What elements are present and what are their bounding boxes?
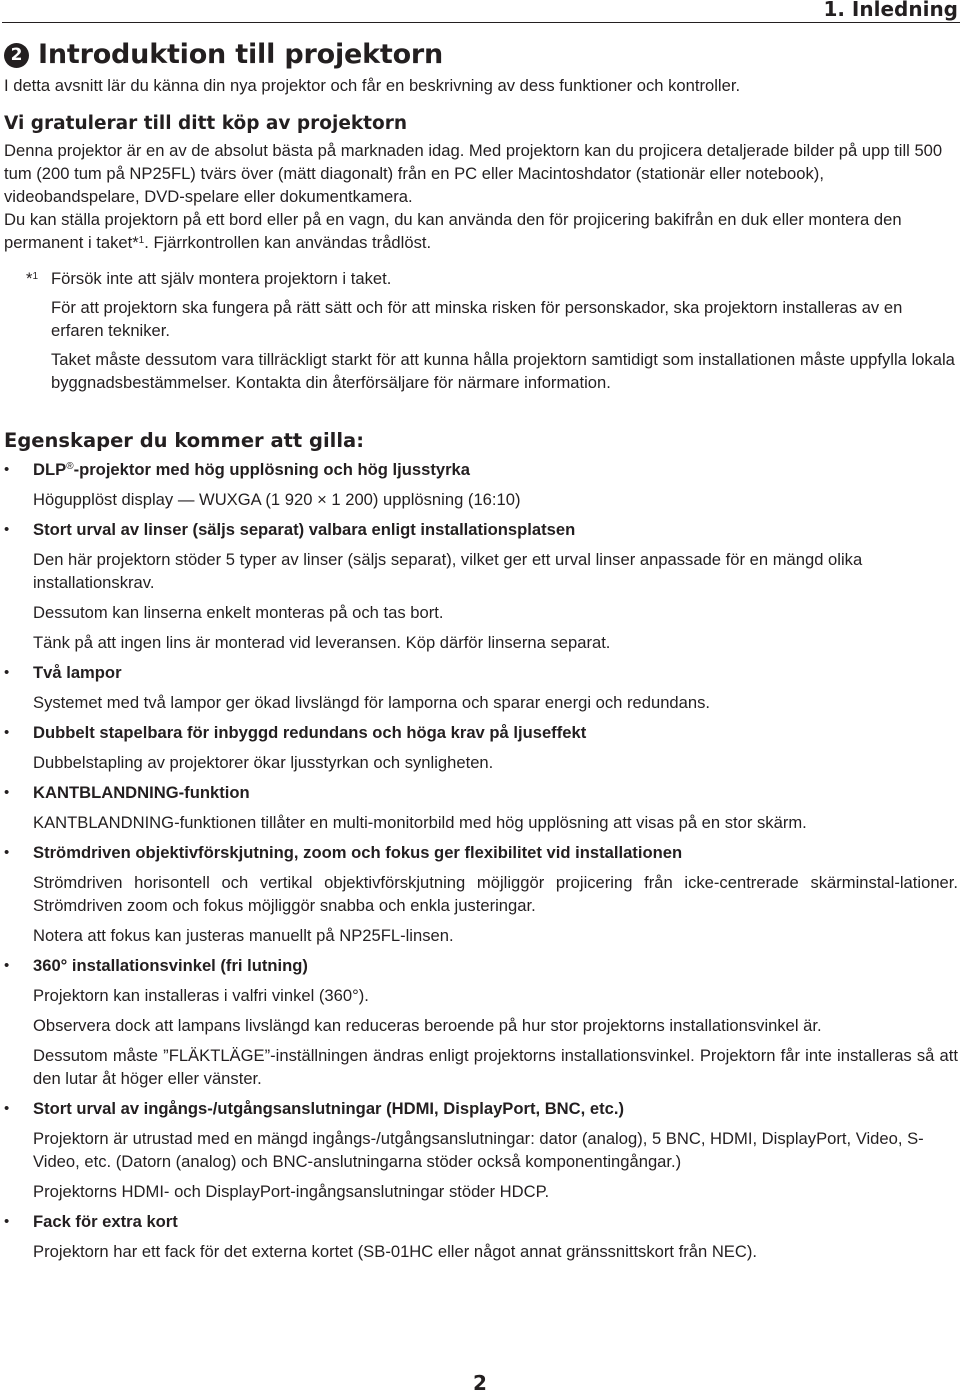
bullet-icon: • xyxy=(4,957,10,974)
section-title xyxy=(4,37,958,73)
feature-title: Dubbelt stapelbara för inbyggd redundans och höga krav på ljuseffekt xyxy=(33,723,587,742)
feature-description: Projektorn har ett fack för det externa kortet (SB-01HC eller något annat gränssnittskort från NEC). xyxy=(33,1242,757,1261)
bullet-icon: • xyxy=(4,521,10,538)
feature-item xyxy=(4,954,958,1090)
feature-description: Observera dock att lampans livslängd kan reduceras beroende på hur stor projektorns installationsvinkel är. xyxy=(33,1016,822,1035)
feature-description: Projektorns HDMI- och DisplayPort-ingångsanslutningar stöder HDCP. xyxy=(33,1182,550,1201)
feature-description: Dubbelstapling av projektorer ökar ljusstyrkan och synligheten. xyxy=(33,753,494,772)
bullet-icon: • xyxy=(4,1100,10,1117)
section-title-text: Introduktion till projektorn xyxy=(38,39,444,70)
page-content xyxy=(4,37,958,1270)
footnote-mark xyxy=(4,267,51,400)
feature-description: Dessutom kan linserna enkelt monteras på och tas bort. xyxy=(33,603,444,622)
feature-description: Tänk på att ingen lins är monterad vid leveransen. Köp därför linserna separat. xyxy=(33,633,611,652)
feature-description: Dessutom måste ”FLÄKTLÄGE”-inställningen ändras enligt projektorns installationsvinkel. Projektorn får inte installeras så att den lutar åt höger eller vänster. xyxy=(33,1046,958,1088)
feature-item xyxy=(4,518,958,654)
features-heading: Egenskaper du kommer att gilla: xyxy=(4,429,365,452)
feature-title: Stort urval av ingångs-/utgångsanslutningar (HDMI, DisplayPort, BNC, etc.) xyxy=(33,1099,624,1118)
page-number: 2 xyxy=(473,1371,487,1395)
feature-title: KANTBLANDNING-funktion xyxy=(33,783,250,802)
footnote xyxy=(4,267,958,400)
footnote-body xyxy=(51,267,958,400)
feature-description: Projektorn är utrustad med en mängd ingångs-/utgångsanslutningar: dator (analog), 5 BNC, HDMI, DisplayPort, Video, S-Video, etc. (Datorn (analog) och BNC-anslutningarna stöder också komponentingångar.) xyxy=(33,1129,924,1171)
feature-description: Strömdriven horisontell och vertikal objektivförskjutning möjliggör projicering från icke-centrerade skärminstal-lationer. Strömdriven zoom och fokus möjliggör snabba och enkla justeringar. xyxy=(33,873,958,915)
feature-description: Systemet med två lampor ger ökad livslängd för lamporna och sparar energi och redundans. xyxy=(33,693,711,712)
feature-title: Två lampor xyxy=(33,663,122,682)
feature-item xyxy=(4,781,958,834)
bullet-icon: • xyxy=(4,844,10,861)
section-intro: I detta avsnitt lär du känna din nya projektor och får en beskrivning av dess funktioner och kontroller. xyxy=(4,76,741,95)
bullet-icon: • xyxy=(4,724,10,741)
feature-title xyxy=(33,458,958,481)
chapter-title: 1. Inledning xyxy=(823,0,958,21)
congrats-paragraph-1: Denna projektor är en av de absolut bästa på marknaden idag. Med projektorn kan du projicera detaljerade bilder på upp till 500 tum (200 tum på NP25FL) tvärs över (mätt diagonalt) från en PC eller Macintoshdator (stationär eller notebook), videobandspelare, DVD-spelare eller dokumentkamera. xyxy=(4,141,943,206)
feature-title: 360° installationsvinkel (fri lutning) xyxy=(33,956,308,975)
footnote-asterisk: * xyxy=(26,269,33,288)
congrats-paragraph-2-text: Du kan ställa projektorn på ett bord eller på en vagn, du kan använda den för projicering bakifrån en duk eller montera den permanent i taket* xyxy=(4,210,902,252)
feature-item xyxy=(4,661,958,714)
congrats-heading: Vi gratulerar till ditt köp av projektorn xyxy=(4,113,408,134)
feature-title-part: -projektor med hög upplösning och hög ljusstyrka xyxy=(73,460,470,479)
footnote-number: 1 xyxy=(32,271,39,282)
footnote-ref: 1 xyxy=(138,235,145,246)
footnote-line: Försök inte att själv montera projektorn i taket. xyxy=(51,269,392,288)
feature-title: Fack för extra kort xyxy=(33,1212,178,1231)
feature-item xyxy=(4,721,958,774)
congrats-paragraph-2-end: . Fjärrkontrollen kan användas trådlöst. xyxy=(144,233,432,252)
feature-item xyxy=(4,1097,958,1203)
congrats-paragraph-2 xyxy=(4,208,958,254)
feature-description: Projektorn kan installeras i valfri vinkel (360°). xyxy=(33,986,369,1005)
feature-item xyxy=(4,1210,958,1263)
footnote-line: För att projektorn ska fungera på rätt sätt och för att minska risken för personskador, ska projektorn installeras av en erfaren tekniker. xyxy=(51,298,903,340)
features-list xyxy=(4,458,958,1263)
feature-description: Den här projektorn stöder 5 typer av linser (säljs separat), vilket ger ett urval linser anpassade för en mängd olika installationskrav. xyxy=(33,550,863,592)
bullet-icon: • xyxy=(4,1213,10,1230)
bullet-icon: • xyxy=(4,664,10,681)
feature-item xyxy=(4,458,958,511)
section-number-badge: 2 xyxy=(4,43,29,68)
footnote-line: Taket måste dessutom vara tillräckligt starkt för att kunna hålla projektorn samtidigt som installationen måste uppfylla lokala byggnadsbestämmelser. Kontakta din återförsäljare för närmare information. xyxy=(51,350,955,392)
page-header xyxy=(0,0,960,22)
feature-description: KANTBLANDNING-funktionen tillåter en multi-monitorbild med hög upplösning att visas på en stor skärm. xyxy=(33,813,807,832)
feature-title-part: DLP xyxy=(33,460,67,479)
bullet-icon: • xyxy=(4,784,10,801)
registered-mark: ® xyxy=(66,461,74,472)
bullet-icon: • xyxy=(4,461,10,478)
header-rule xyxy=(2,22,960,23)
feature-title: Strömdriven objektivförskjutning, zoom och fokus ger flexibilitet vid installationen xyxy=(33,843,683,862)
feature-item xyxy=(4,841,958,947)
feature-description: Notera att fokus kan justeras manuellt på NP25FL-linsen. xyxy=(33,926,454,945)
feature-title: Stort urval av linser (säljs separat) valbara enligt installationsplatsen xyxy=(33,520,576,539)
feature-description: Högupplöst display — WUXGA (1 920 × 1 200) upplösning (16:10) xyxy=(33,490,521,509)
